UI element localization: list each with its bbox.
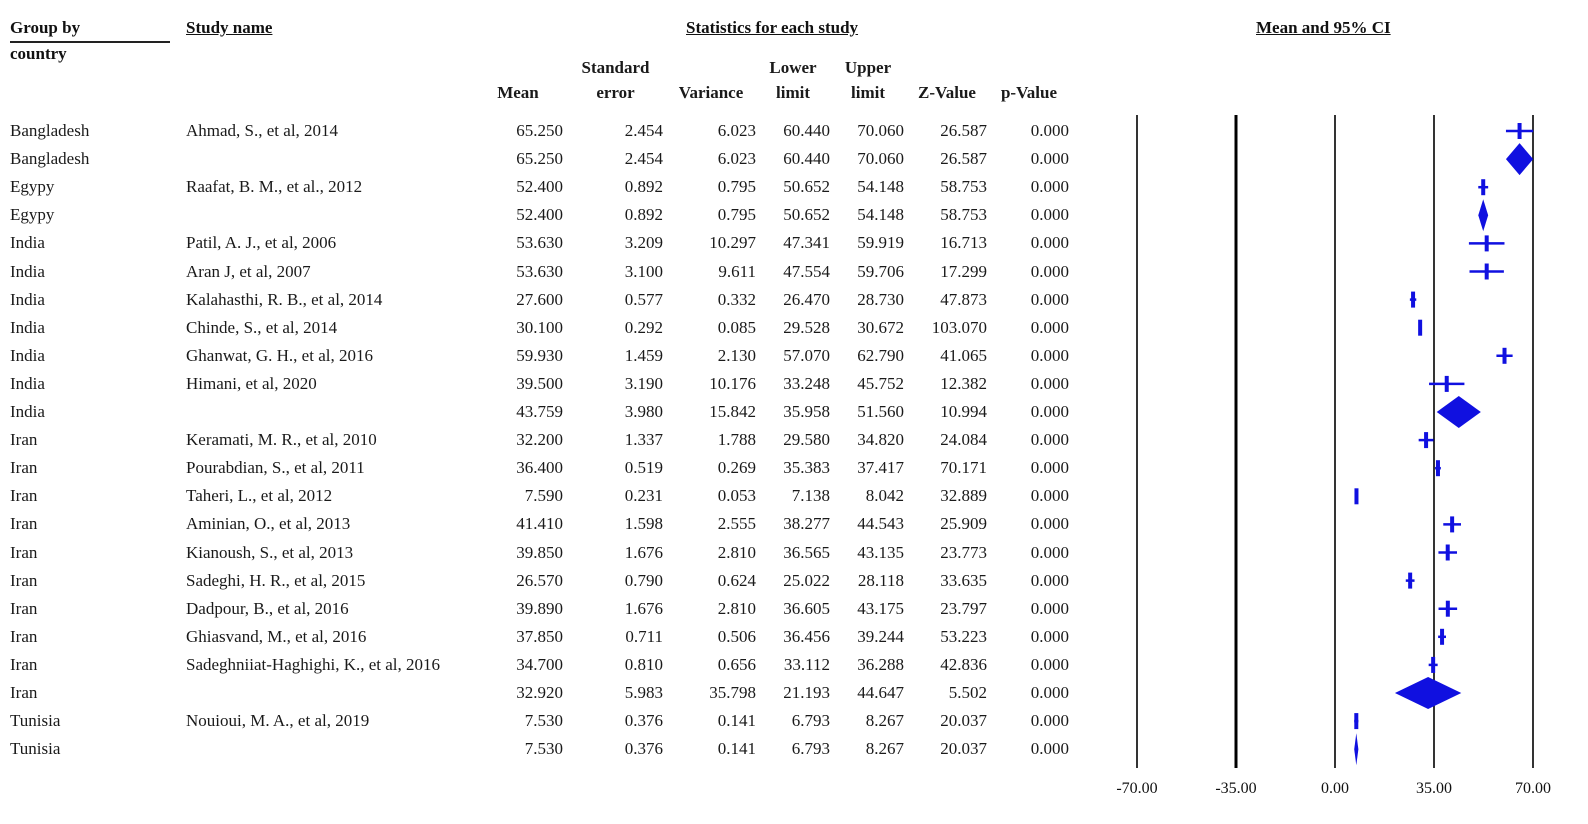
row-study: Ghanwat, G. H., et al, 2016	[186, 345, 373, 365]
study-marker	[1354, 488, 1358, 504]
row-p: 0.000	[1030, 345, 1069, 365]
row-upper: 34.820	[857, 430, 904, 450]
row-p: 0.000	[1030, 317, 1069, 337]
row-mean: 65.250	[516, 121, 563, 140]
row-mean: 53.630	[516, 261, 563, 281]
row-var: 0.332	[717, 289, 756, 309]
row-mean: 52.400	[516, 205, 563, 225]
row-se: 0.790	[624, 570, 663, 590]
group-header-subline: country	[10, 44, 67, 63]
row-se: 2.454	[624, 121, 663, 140]
row-se: 0.519	[624, 458, 663, 478]
row-lower: 6.793	[791, 711, 830, 731]
row-group: Iran	[10, 683, 38, 702]
row-lower: 33.248	[783, 373, 830, 393]
row-mean: 7.530	[524, 711, 563, 731]
row-group: Iran	[10, 430, 38, 450]
study-marker	[1418, 320, 1422, 336]
row-group: India	[10, 317, 45, 337]
row-upper: 43.175	[857, 598, 904, 618]
group-header-line1: Group by	[10, 18, 81, 37]
row-upper: 54.148	[857, 177, 904, 197]
row-group: India	[10, 345, 45, 365]
row-p: 0.000	[1030, 626, 1069, 646]
row-upper: 62.790	[857, 345, 904, 365]
row-upper: 59.919	[857, 233, 904, 253]
row-se: 3.980	[624, 402, 663, 421]
row-group: Iran	[10, 514, 38, 534]
row-var: 0.795	[717, 177, 756, 197]
row-var: 0.269	[717, 458, 756, 478]
row-se: 3.100	[624, 261, 663, 281]
row-study: Himani, et al, 2020	[186, 373, 317, 393]
row-var: 0.085	[717, 317, 756, 337]
row-mean: 7.590	[524, 486, 563, 506]
row-mean: 32.200	[516, 430, 563, 450]
row-study: Chinde, S., et al, 2014	[186, 317, 338, 337]
row-lower: 25.022	[783, 570, 830, 590]
row-study: Ghiasvand, M., et al, 2016	[186, 626, 367, 646]
row-var: 6.023	[717, 121, 756, 140]
row-lower: 29.580	[783, 430, 830, 450]
study-marker	[1485, 264, 1489, 280]
row-z: 10.994	[940, 402, 987, 421]
row-upper: 45.752	[857, 373, 904, 393]
row-z: 20.037	[940, 711, 987, 731]
row-study: Kalahasthi, R. B., et al, 2014	[186, 289, 383, 309]
row-p: 0.000	[1030, 570, 1069, 590]
row-lower: 21.193	[783, 683, 830, 702]
row-var: 0.506	[717, 626, 756, 646]
row-study: Taheri, L., et al, 2012	[186, 486, 333, 506]
row-group: India	[10, 261, 45, 281]
row-var: 2.810	[717, 598, 756, 618]
row-mean: 65.250	[516, 149, 563, 169]
row-upper: 8.267	[865, 739, 904, 759]
row-lower: 35.383	[783, 458, 830, 478]
row-lower: 57.070	[783, 345, 830, 365]
row-group: Iran	[10, 654, 38, 674]
row-var: 9.611	[718, 261, 756, 281]
row-se: 5.983	[624, 683, 663, 702]
row-upper: 37.417	[857, 458, 904, 478]
row-p: 0.000	[1030, 205, 1069, 225]
row-p: 0.000	[1030, 289, 1069, 309]
row-lower: 7.138	[791, 486, 830, 506]
row-se: 3.190	[624, 373, 663, 393]
row-z: 26.587	[940, 121, 987, 140]
row-se: 1.598	[624, 514, 663, 534]
study-marker	[1450, 516, 1454, 532]
row-upper: 54.148	[857, 205, 904, 225]
row-z: 16.713	[940, 233, 987, 253]
row-var: 0.656	[717, 654, 756, 674]
row-var: 1.788	[717, 430, 756, 450]
row-upper: 36.288	[857, 654, 904, 674]
row-lower: 29.528	[783, 317, 830, 337]
row-group: Iran	[10, 458, 38, 478]
row-study: Aran J, et al, 2007	[186, 261, 311, 281]
row-z: 5.502	[948, 683, 987, 702]
row-lower: 47.554	[783, 261, 830, 281]
row-var: 15.842	[709, 402, 756, 421]
row-z: 47.873	[940, 289, 987, 309]
row-group: Tunisia	[10, 711, 61, 731]
study-marker	[1424, 432, 1428, 448]
row-group: Egypy	[10, 205, 55, 225]
tick-label: -70.00	[1116, 780, 1158, 797]
row-mean: 41.410	[516, 514, 563, 534]
row-p: 0.000	[1030, 261, 1069, 281]
row-upper: 51.560	[857, 402, 904, 421]
row-var: 2.130	[717, 345, 756, 365]
row-se: 0.892	[624, 177, 663, 197]
row-p: 0.000	[1030, 514, 1069, 534]
row-upper: 30.672	[857, 317, 904, 337]
row-se: 0.376	[624, 711, 663, 731]
row-lower: 33.112	[783, 654, 830, 674]
study-marker	[1518, 123, 1522, 139]
column-header-line2: limit	[776, 83, 810, 102]
stats-header: Statistics for each study	[686, 18, 859, 37]
summary-diamond	[1395, 677, 1461, 709]
study-marker	[1445, 376, 1449, 392]
tick-label: 35.00	[1416, 780, 1452, 797]
row-mean: 39.850	[516, 542, 563, 562]
row-z: 70.171	[940, 458, 987, 478]
summary-diamond	[1354, 733, 1358, 765]
row-lower: 60.440	[783, 149, 830, 169]
study-marker	[1503, 348, 1507, 364]
row-study: Dadpour, B., et al, 2016	[186, 598, 349, 618]
row-group: Iran	[10, 598, 38, 618]
row-var: 0.053	[717, 486, 756, 506]
row-study: Sadeghi, H. R., et al, 2015	[186, 570, 366, 590]
column-header-line2: Z-Value	[918, 83, 976, 102]
row-p: 0.000	[1030, 683, 1069, 702]
row-study: Ahmad, S., et al, 2014	[186, 121, 339, 140]
row-p: 0.000	[1030, 373, 1069, 393]
study-marker	[1411, 292, 1415, 308]
tick-label: -35.00	[1215, 780, 1257, 797]
tick-label: 0.00	[1321, 780, 1349, 797]
row-lower: 38.277	[783, 514, 830, 534]
row-upper: 44.647	[857, 683, 904, 702]
row-var: 2.810	[717, 542, 756, 562]
row-se: 1.676	[624, 598, 663, 618]
row-group: India	[10, 373, 45, 393]
column-header-line2: p-Value	[1000, 83, 1058, 102]
row-lower: 36.605	[783, 598, 830, 618]
row-upper: 70.060	[857, 149, 904, 169]
row-p: 0.000	[1030, 121, 1069, 140]
study-marker	[1354, 713, 1358, 729]
summary-diamond	[1506, 143, 1533, 175]
row-mean: 37.850	[516, 626, 563, 646]
row-var: 0.141	[717, 739, 756, 759]
row-se: 0.892	[624, 205, 663, 225]
column-header-line2: limit	[851, 83, 885, 102]
column-header-line2: Mean	[497, 83, 539, 102]
row-upper: 8.267	[865, 711, 904, 731]
row-var: 6.023	[717, 149, 756, 169]
summary-diamond	[1478, 199, 1488, 231]
row-study: Nouioui, M. A., et al, 2019	[186, 711, 370, 731]
row-z: 23.773	[940, 542, 987, 562]
study-header: Study name	[186, 18, 273, 37]
row-upper: 43.135	[857, 542, 904, 562]
row-z: 17.299	[940, 261, 987, 281]
row-z: 53.223	[940, 626, 987, 646]
row-mean: 59.930	[516, 345, 563, 365]
row-p: 0.000	[1030, 402, 1069, 421]
row-mean: 36.400	[516, 458, 563, 478]
row-p: 0.000	[1030, 598, 1069, 618]
row-lower: 60.440	[783, 121, 830, 140]
row-lower: 50.652	[783, 205, 830, 225]
row-upper: 8.042	[865, 486, 904, 506]
row-study: Raafat, B. M., et al., 2012	[186, 177, 363, 197]
row-group: Bangladesh	[10, 149, 90, 169]
row-study: Keramati, M. R., et al, 2010	[186, 430, 377, 450]
row-p: 0.000	[1030, 711, 1069, 731]
row-mean: 43.759	[516, 402, 563, 421]
row-z: 41.065	[940, 345, 987, 365]
row-upper: 28.730	[857, 289, 904, 309]
row-se: 0.711	[625, 626, 663, 646]
row-z: 42.836	[940, 654, 987, 674]
row-var: 0.141	[717, 711, 756, 731]
row-p: 0.000	[1030, 233, 1069, 253]
row-study: Pourabdian, S., et al, 2011	[186, 458, 365, 478]
row-se: 0.577	[624, 289, 663, 309]
study-marker	[1446, 545, 1450, 561]
row-var: 35.798	[709, 683, 756, 702]
row-var: 2.555	[717, 514, 756, 534]
row-p: 0.000	[1030, 654, 1069, 674]
study-marker	[1446, 601, 1450, 617]
row-z: 33.635	[940, 570, 987, 590]
study-marker	[1440, 629, 1444, 645]
row-lower: 26.470	[783, 289, 830, 309]
row-lower: 36.456	[783, 626, 830, 646]
row-group: Iran	[10, 486, 38, 506]
row-mean: 52.400	[516, 177, 563, 197]
row-group: India	[10, 402, 45, 421]
row-mean: 27.600	[516, 289, 563, 309]
row-p: 0.000	[1030, 739, 1069, 759]
row-se: 0.231	[624, 486, 663, 506]
row-upper: 70.060	[857, 121, 904, 140]
row-lower: 35.958	[783, 402, 830, 421]
row-mean: 30.100	[516, 317, 563, 337]
column-header-line2: Variance	[678, 83, 744, 102]
row-z: 26.587	[940, 149, 987, 169]
study-marker	[1431, 657, 1435, 673]
row-se: 1.337	[624, 430, 663, 450]
row-z: 20.037	[940, 739, 987, 759]
row-group: Iran	[10, 626, 38, 646]
row-mean: 32.920	[516, 683, 563, 702]
column-header-line1: Lower	[769, 58, 817, 77]
row-se: 0.292	[624, 317, 663, 337]
study-marker	[1485, 235, 1489, 251]
row-z: 23.797	[940, 598, 987, 618]
row-z: 58.753	[940, 205, 987, 225]
row-p: 0.000	[1030, 542, 1069, 562]
row-group: India	[10, 233, 45, 253]
row-var: 10.297	[709, 233, 756, 253]
row-group: Egypy	[10, 177, 55, 197]
row-study: Patil, A. J., et al, 2006	[186, 233, 337, 253]
row-mean: 53.630	[516, 233, 563, 253]
row-study: Sadeghniiat-Haghighi, K., et al, 2016	[186, 654, 441, 674]
row-z: 58.753	[940, 177, 987, 197]
row-study: Kianoush, S., et al, 2013	[186, 542, 354, 562]
tick-label: 70.00	[1515, 780, 1551, 797]
row-p: 0.000	[1030, 458, 1069, 478]
row-z: 103.070	[931, 317, 987, 337]
row-se: 2.454	[624, 149, 663, 169]
row-z: 32.889	[940, 486, 987, 506]
row-lower: 6.793	[791, 739, 830, 759]
study-marker	[1436, 460, 1440, 476]
row-mean: 34.700	[516, 654, 563, 674]
row-var: 10.176	[709, 373, 756, 393]
row-se: 0.810	[624, 654, 663, 674]
row-group: Iran	[10, 570, 38, 590]
study-marker	[1408, 573, 1412, 589]
row-upper: 44.543	[857, 514, 904, 534]
row-mean: 26.570	[516, 570, 563, 590]
plot-header: Mean and 95% CI	[1256, 18, 1391, 37]
study-marker	[1481, 179, 1485, 195]
row-se: 3.209	[624, 233, 663, 253]
row-upper: 39.244	[857, 626, 904, 646]
row-z: 25.909	[940, 514, 987, 534]
row-mean: 7.530	[524, 739, 563, 759]
row-upper: 59.706	[857, 261, 904, 281]
column-header-line1: Standard	[581, 58, 650, 77]
row-group: Iran	[10, 542, 38, 562]
row-z: 12.382	[940, 373, 987, 393]
column-header-line1: Upper	[844, 58, 892, 77]
column-header-line2: error	[596, 83, 635, 102]
row-lower: 36.565	[783, 542, 830, 562]
row-mean: 39.500	[516, 373, 563, 393]
row-se: 1.459	[624, 345, 663, 365]
row-se: 1.676	[624, 542, 663, 562]
row-var: 0.795	[717, 205, 756, 225]
row-mean: 39.890	[516, 598, 563, 618]
row-group: India	[10, 289, 45, 309]
row-lower: 47.341	[783, 233, 830, 253]
summary-diamond	[1437, 396, 1481, 428]
row-group: Bangladesh	[10, 121, 90, 140]
row-group: Tunisia	[10, 739, 61, 759]
row-p: 0.000	[1030, 486, 1069, 506]
row-p: 0.000	[1030, 149, 1069, 169]
row-upper: 28.118	[857, 570, 904, 590]
row-study: Aminian, O., et al, 2013	[186, 514, 351, 534]
row-var: 0.624	[717, 570, 756, 590]
row-z: 24.084	[940, 430, 987, 450]
row-p: 0.000	[1030, 177, 1069, 197]
row-se: 0.376	[624, 739, 663, 759]
row-p: 0.000	[1030, 430, 1069, 450]
row-lower: 50.652	[783, 177, 830, 197]
